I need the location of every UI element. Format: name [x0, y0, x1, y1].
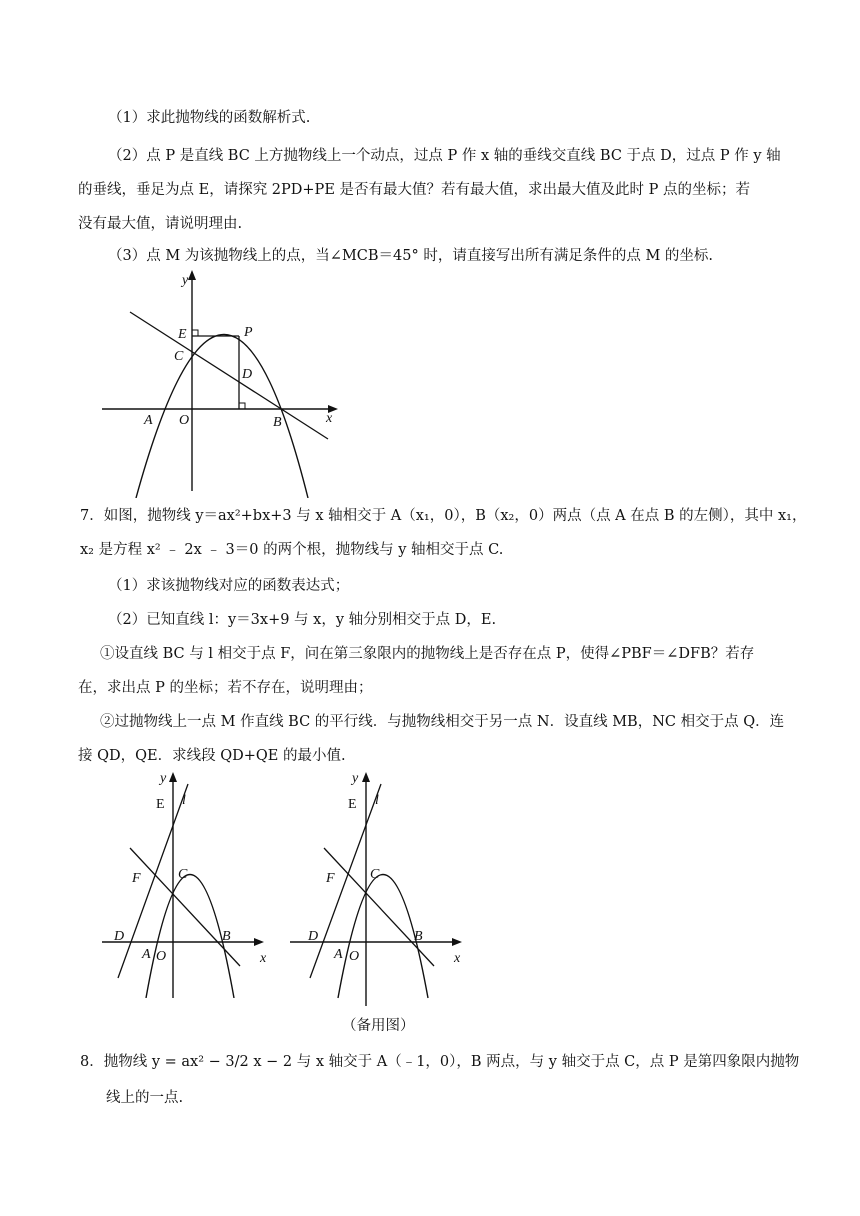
q6-label-C: C — [174, 349, 184, 364]
q7-label-x: x — [260, 951, 267, 966]
q7b-label-O: O — [349, 949, 360, 964]
q7-label-E: E — [156, 797, 165, 812]
q7-part2: （2）已知直线 l：y＝3x+9 与 x，y 轴分别相交于点 D，E. — [108, 612, 497, 628]
q6-label-D: D — [242, 367, 253, 382]
q7-sub1-line1: ①设直线 BC 与 l 相交于点 F，问在第三象限内的抛物线上是否存在点 P，使得∠PBF＝∠DFB？若存 — [100, 646, 755, 662]
q7b-label-A: A — [334, 947, 343, 962]
q7b-label-E: E — [348, 797, 357, 812]
q6-part2-line2: 的垂线，垂足为点 E，请探究 2PD+PE 是否有最大值？若有最大值，求出最大值及此时 P 点的坐标；若 — [78, 182, 750, 198]
q7-part1: （1）求该抛物线对应的函数表达式； — [108, 578, 350, 594]
q7b-label-B: B — [414, 929, 423, 944]
q7-label-l: l — [182, 793, 186, 808]
q6-label-B: B — [273, 415, 282, 430]
q7-sub1-line2: 在，求出点 P 的坐标；若不存在，说明理由； — [78, 680, 373, 696]
q7-label-A: A — [142, 947, 151, 962]
q6-label-E: E — [178, 327, 187, 342]
q7-sub2-line1: ②过抛物线上一点 M 作直线 BC 的平行线．与抛物线相交于另一点 N．设直线 MB，NC 相交于点 Q．连 — [100, 714, 785, 730]
q7-label-y: y — [160, 771, 167, 786]
q6-figure — [96, 266, 346, 498]
q7b-label-D: D — [308, 929, 319, 944]
q8-line1: 8．抛物线 y = ax² − 3/2 x − 2 与 x 轴交于 A（﹣1，0），B 两点，与 y 轴交于点 C，点 P 是第四象限内抛物 — [80, 1054, 800, 1070]
q7-line2: x₂ 是方程 x² ﹣ 2x ﹣ 3＝0 的两个根，抛物线与 y 轴相交于点 C. — [80, 542, 504, 558]
q7-label-O: O — [156, 949, 167, 964]
q7-figure-main — [100, 766, 280, 998]
q6-label-O: O — [179, 413, 190, 428]
q6-part2-line1: （2）点 P 是直线 BC 上方抛物线上一个动点，过点 P 作 x 轴的垂线交直线 BC 于点 D，过点 P 作 y 轴 — [108, 148, 781, 164]
backup-figure-caption: （备用图） — [342, 1018, 415, 1034]
q6-label-x: x — [326, 411, 333, 426]
q7-line1: 7．如图，抛物线 y＝ax²+bx+3 与 x 轴相交于 A（x₁，0），B（x₂，0）两点（点 A 在点 B 的左侧），其中 x₁， — [80, 508, 807, 524]
q7-label-B: B — [222, 929, 231, 944]
q6-label-A: A — [144, 413, 153, 428]
q7b-label-l: l — [375, 793, 379, 808]
q7b-label-x: x — [454, 951, 461, 966]
q7b-label-F: F — [326, 871, 335, 886]
q7-sub2-line2: 接 QD，QE．求线段 QD+QE 的最小值. — [78, 748, 346, 764]
q6-part2-line3: 没有最大值，请说明理由. — [78, 216, 243, 232]
q8-line2: 线上的一点. — [106, 1090, 184, 1106]
q6-part1: （1）求此抛物线的函数解析式. — [108, 110, 311, 126]
q7-label-C: C — [178, 867, 188, 882]
q7-figure-backup — [286, 766, 472, 1006]
q6-part3: （3）点 M 为该抛物线上的点，当∠MCB＝45° 时，请直接写出所有满足条件的点 M 的坐标. — [108, 248, 714, 264]
q7b-label-y: y — [352, 771, 359, 786]
q7-label-F: F — [132, 871, 141, 886]
q7b-label-C: C — [370, 867, 380, 882]
q7-label-D: D — [114, 929, 125, 944]
q6-label-y: y — [182, 273, 189, 288]
q6-label-P: P — [244, 325, 253, 340]
